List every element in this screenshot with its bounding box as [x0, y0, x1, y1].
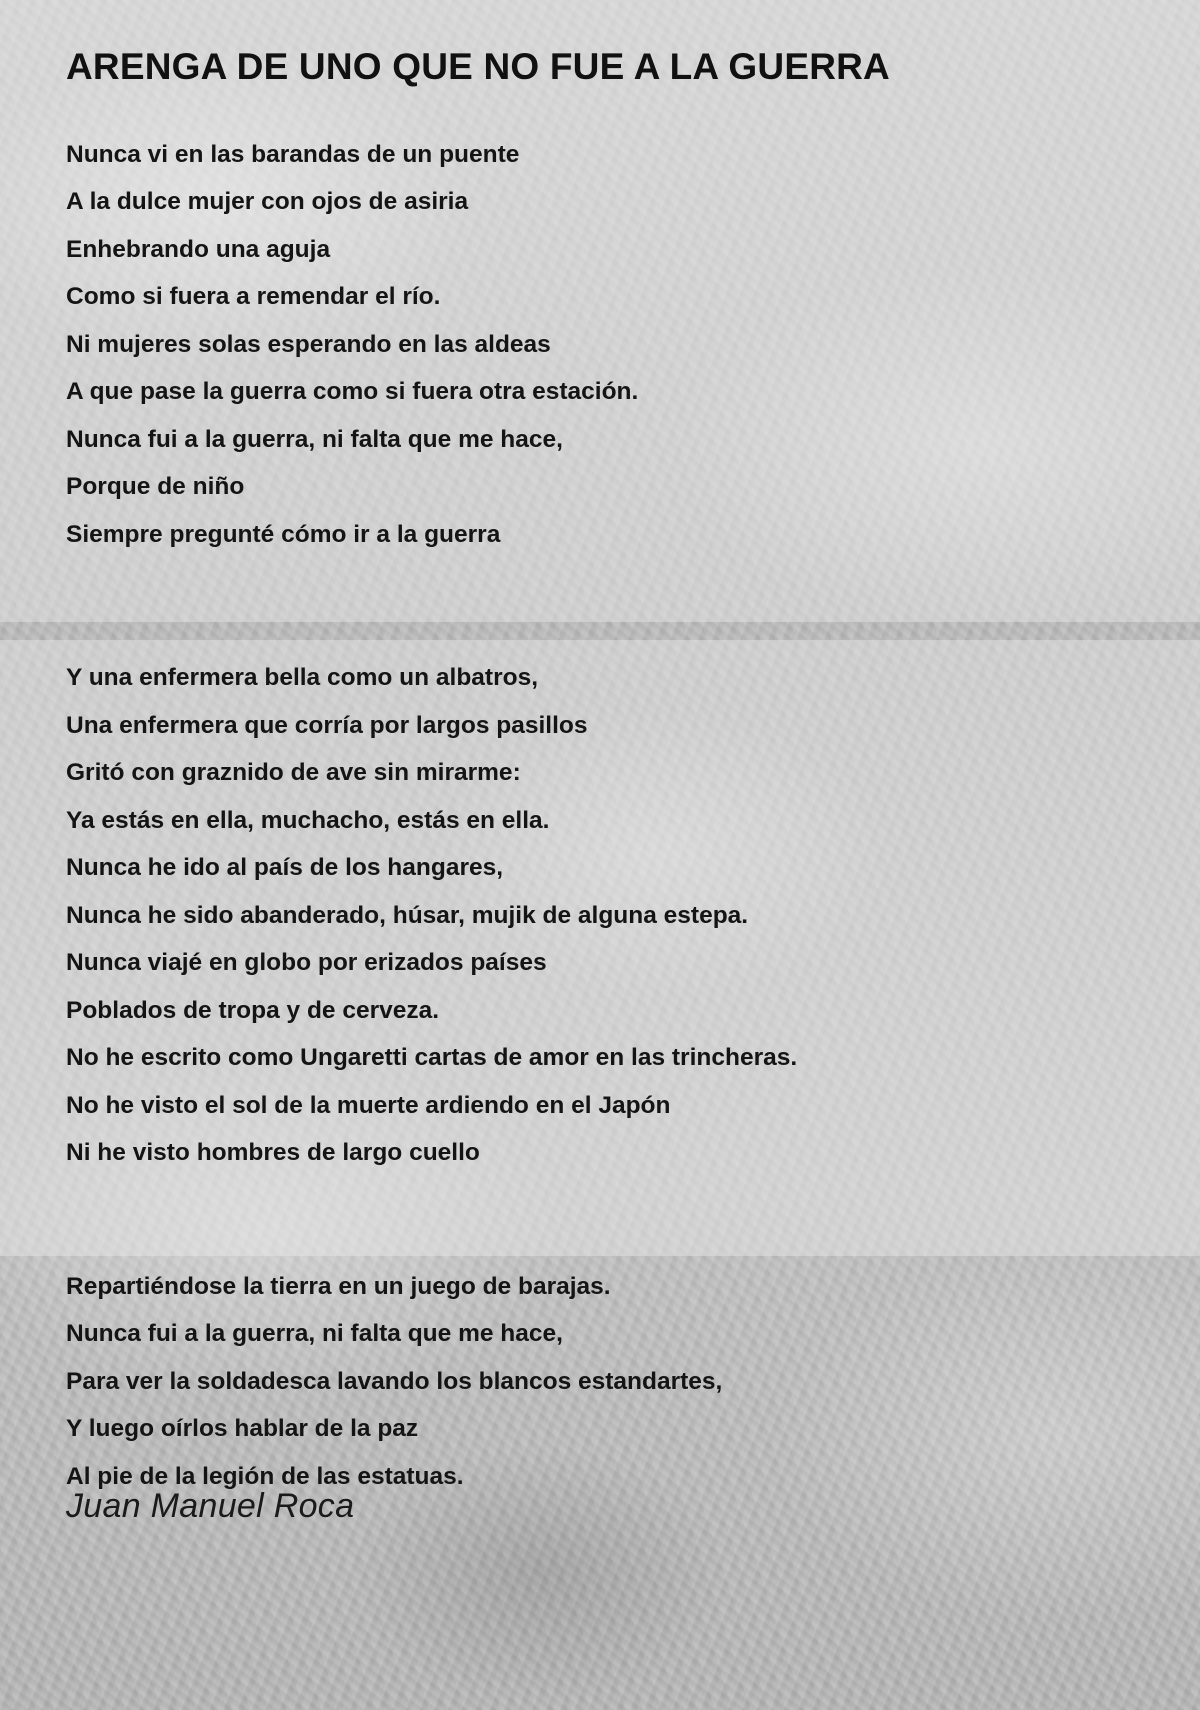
poem-line: Ni he visto hombres de largo cuello	[66, 1139, 480, 1167]
poem-line: Al pie de la legión de las estatuas.	[66, 1462, 464, 1490]
poem-line: Como si fuera a remendar el río.	[66, 283, 441, 311]
poem-line: Siempre pregunté cómo ir a la guerra	[66, 520, 501, 548]
stanza-3	[66, 1263, 1200, 1501]
page-title: ARENGA DE UNO QUE NO FUE A LA GUERRA	[66, 46, 890, 87]
stanza-1	[66, 131, 1200, 559]
poem-line: No he escrito como Ungaretti cartas de amor en las trincheras.	[66, 1044, 798, 1072]
poem-line: Porque de niño	[66, 473, 245, 501]
poem-line: A la dulce mujer con ojos de asiria	[66, 188, 469, 216]
author-name: Juan Manuel Roca	[66, 1487, 355, 1525]
poem-line: Enhebrando una aguja	[66, 235, 331, 263]
poem-line: No he visto el sol de la muerte ardiendo en el Japón	[66, 1091, 671, 1119]
poem-line: Nunca vi en las barandas de un puente	[66, 140, 520, 168]
poem-line: Gritó con graznido de ave sin mirarme:	[66, 759, 521, 787]
poem-line: Ya estás en ella, muchacho, estás en ella.	[66, 806, 550, 834]
poem-line: Y luego oírlos hablar de la paz	[66, 1415, 419, 1443]
poem-line: Una enfermera que corría por largos pasillos	[66, 711, 588, 739]
poem-line: Nunca fui a la guerra, ni falta que me hace,	[66, 425, 563, 453]
stanza-2	[66, 654, 1200, 1177]
poem-line: Nunca he ido al país de los hangares,	[66, 854, 504, 882]
poem-line: A que pase la guerra como si fuera otra estación.	[66, 378, 639, 406]
poem-line: Poblados de tropa y de cerveza.	[66, 996, 440, 1024]
poem-line: Nunca fui a la guerra, ni falta que me hace,	[66, 1320, 563, 1348]
poem-line: Nunca viajé en globo por erizados países	[66, 949, 547, 977]
poem-line: Repartiéndose la tierra en un juego de barajas.	[66, 1272, 611, 1300]
poem-line: Y una enfermera bella como un albatros,	[66, 664, 538, 692]
poem-line: Para ver la soldadesca lavando los blancos estandartes,	[66, 1367, 723, 1395]
poem-line: Nunca he sido abanderado, húsar, mujik de alguna estepa.	[66, 901, 749, 929]
poem-line: Ni mujeres solas esperando en las aldeas	[66, 330, 551, 358]
